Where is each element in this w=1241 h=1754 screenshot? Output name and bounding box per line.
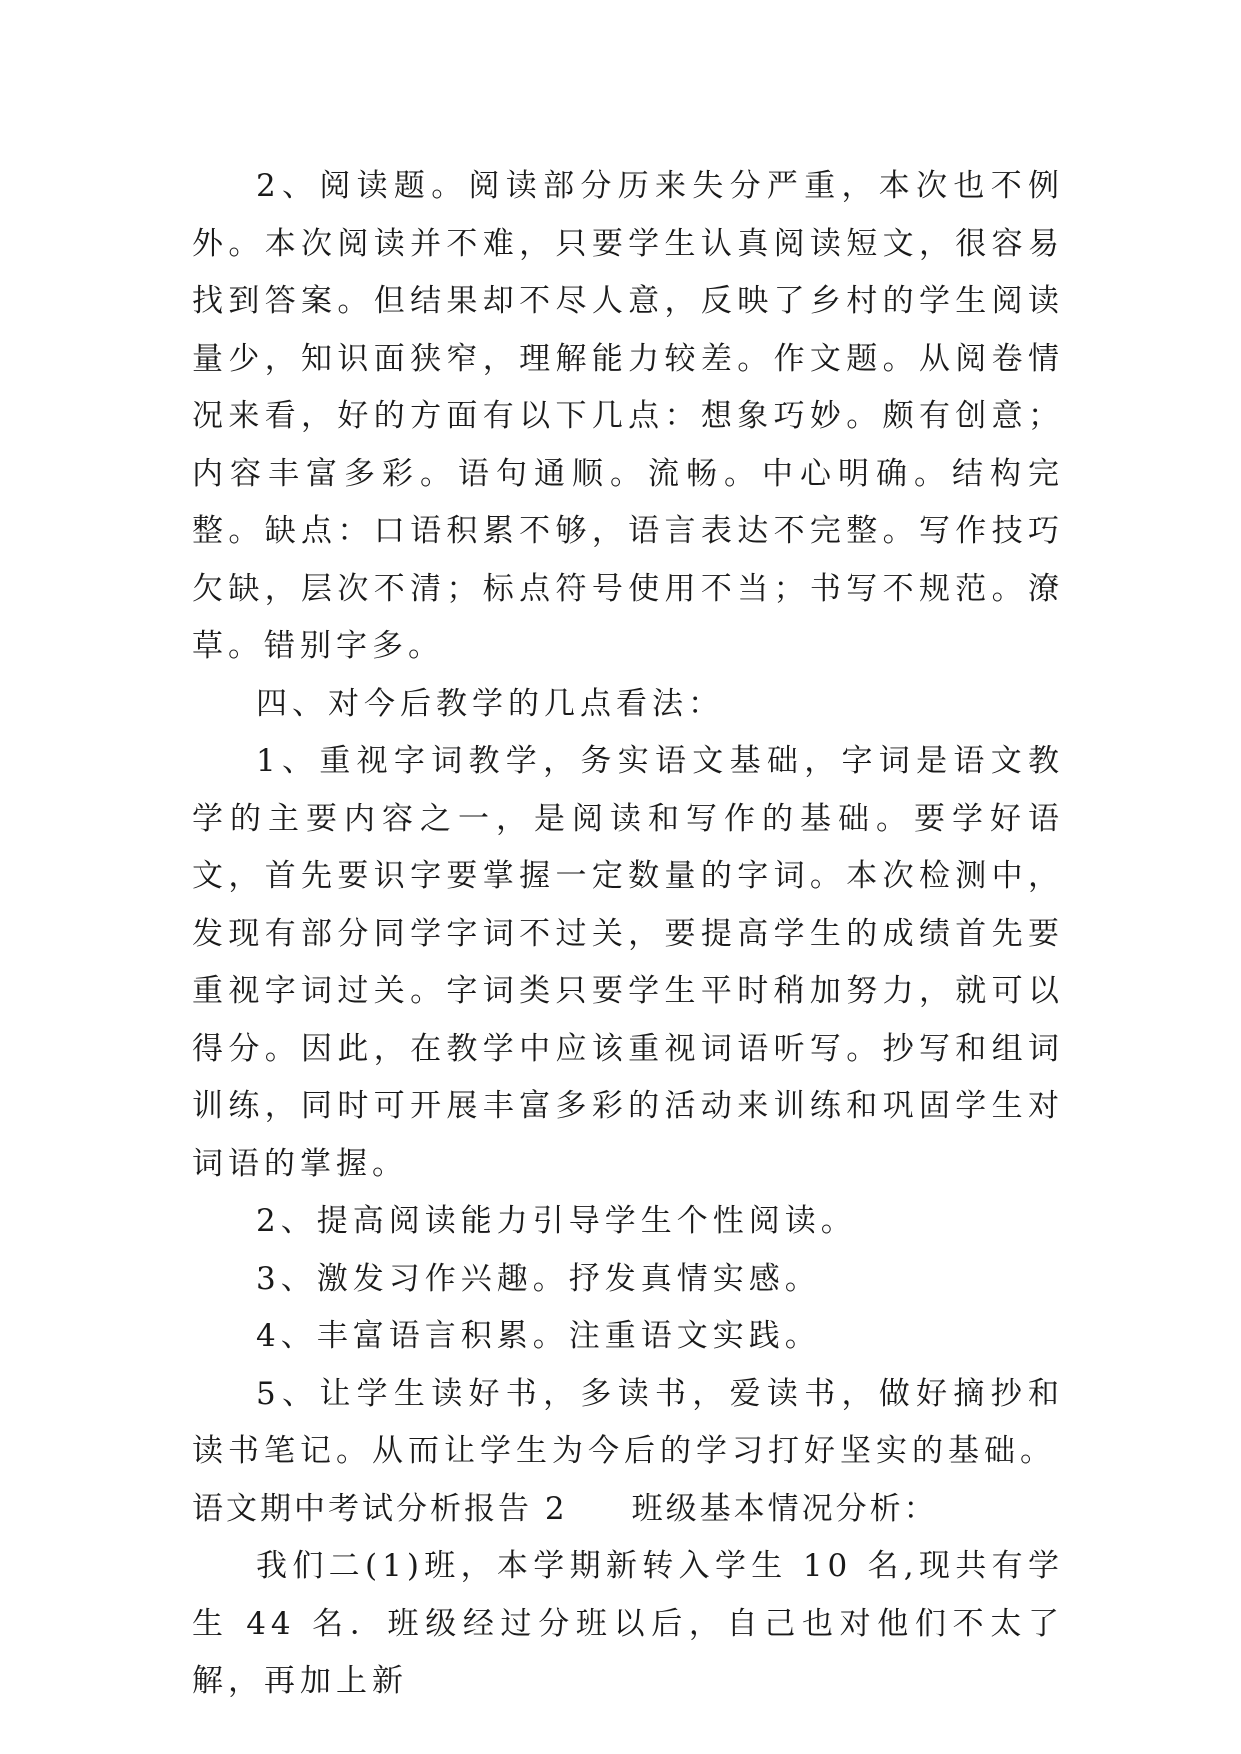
paragraph-item-5: 5、让学生读好书，多读书，爱读书，做好摘抄和读书笔记。从而让学生为今后的学习打好坚实的基础。: [192, 1375, 1064, 1469]
section-heading: [192, 1481, 1064, 1539]
paragraph-reading-analysis: 2、阅读题。阅读部分历来失分严重，本次也不例外。本次阅读并不难，只要学生认真阅读短文，很容易找到答案。但结果却不尽人意，反映了乡村的学生阅读量少，知识面狭窄，理解能力较差。作文题。从阅卷情况来看，好的方面有以下几点：想象巧妙。颇有创意；内容丰富多彩。语句通顺。流畅。中心明确。结构完整。缺点：口语积累不够，语言表达不完整。写作技巧欠缺，层次不清；标点符号使用不当；书写不规范。潦草。错别字多。: [192, 168, 1064, 664]
paragraph-item-2: 2、提高阅读能力引导学生个性阅读。: [256, 1203, 857, 1239]
paragraph-section-four-heading: 四、对今后教学的几点看法：: [256, 685, 724, 722]
paragraph-item-3: 3、激发习作兴趣。抒发真情实感。: [256, 1260, 821, 1297]
paragraph-item-1: 1、重视字词教学，务实语文基础，字词是语文教学的主要内容之一，是阅读和写作的基础。要学好语文，首先要识字要掌握一定数量的字词。本次检测中，发现有部分同学字词不过关，要提高学生的成绩首先要重视字词过关。字词类只要学生平时稍加努力，就可以得分。因此，在教学中应该重视词语听写。抄写和组词训练，同时可开展丰富多彩的活动来训练和巩固学生对词语的掌握。: [192, 743, 1064, 1182]
document-page: [192, 158, 1064, 1711]
section-subtitle: 班级基本情况分析：: [631, 1490, 938, 1527]
paragraph-class-overview: 我们二(1)班，本学期新转入学生 10 名,现共有学生 44 名．班级经过分班以后，自己也对他们不太了解，再加上新: [192, 1548, 1064, 1699]
paragraph-item-4: 4、丰富语言积累。注重语文实践。: [256, 1318, 821, 1354]
section-title: 语文期中考试分析报告 2: [192, 1490, 568, 1527]
